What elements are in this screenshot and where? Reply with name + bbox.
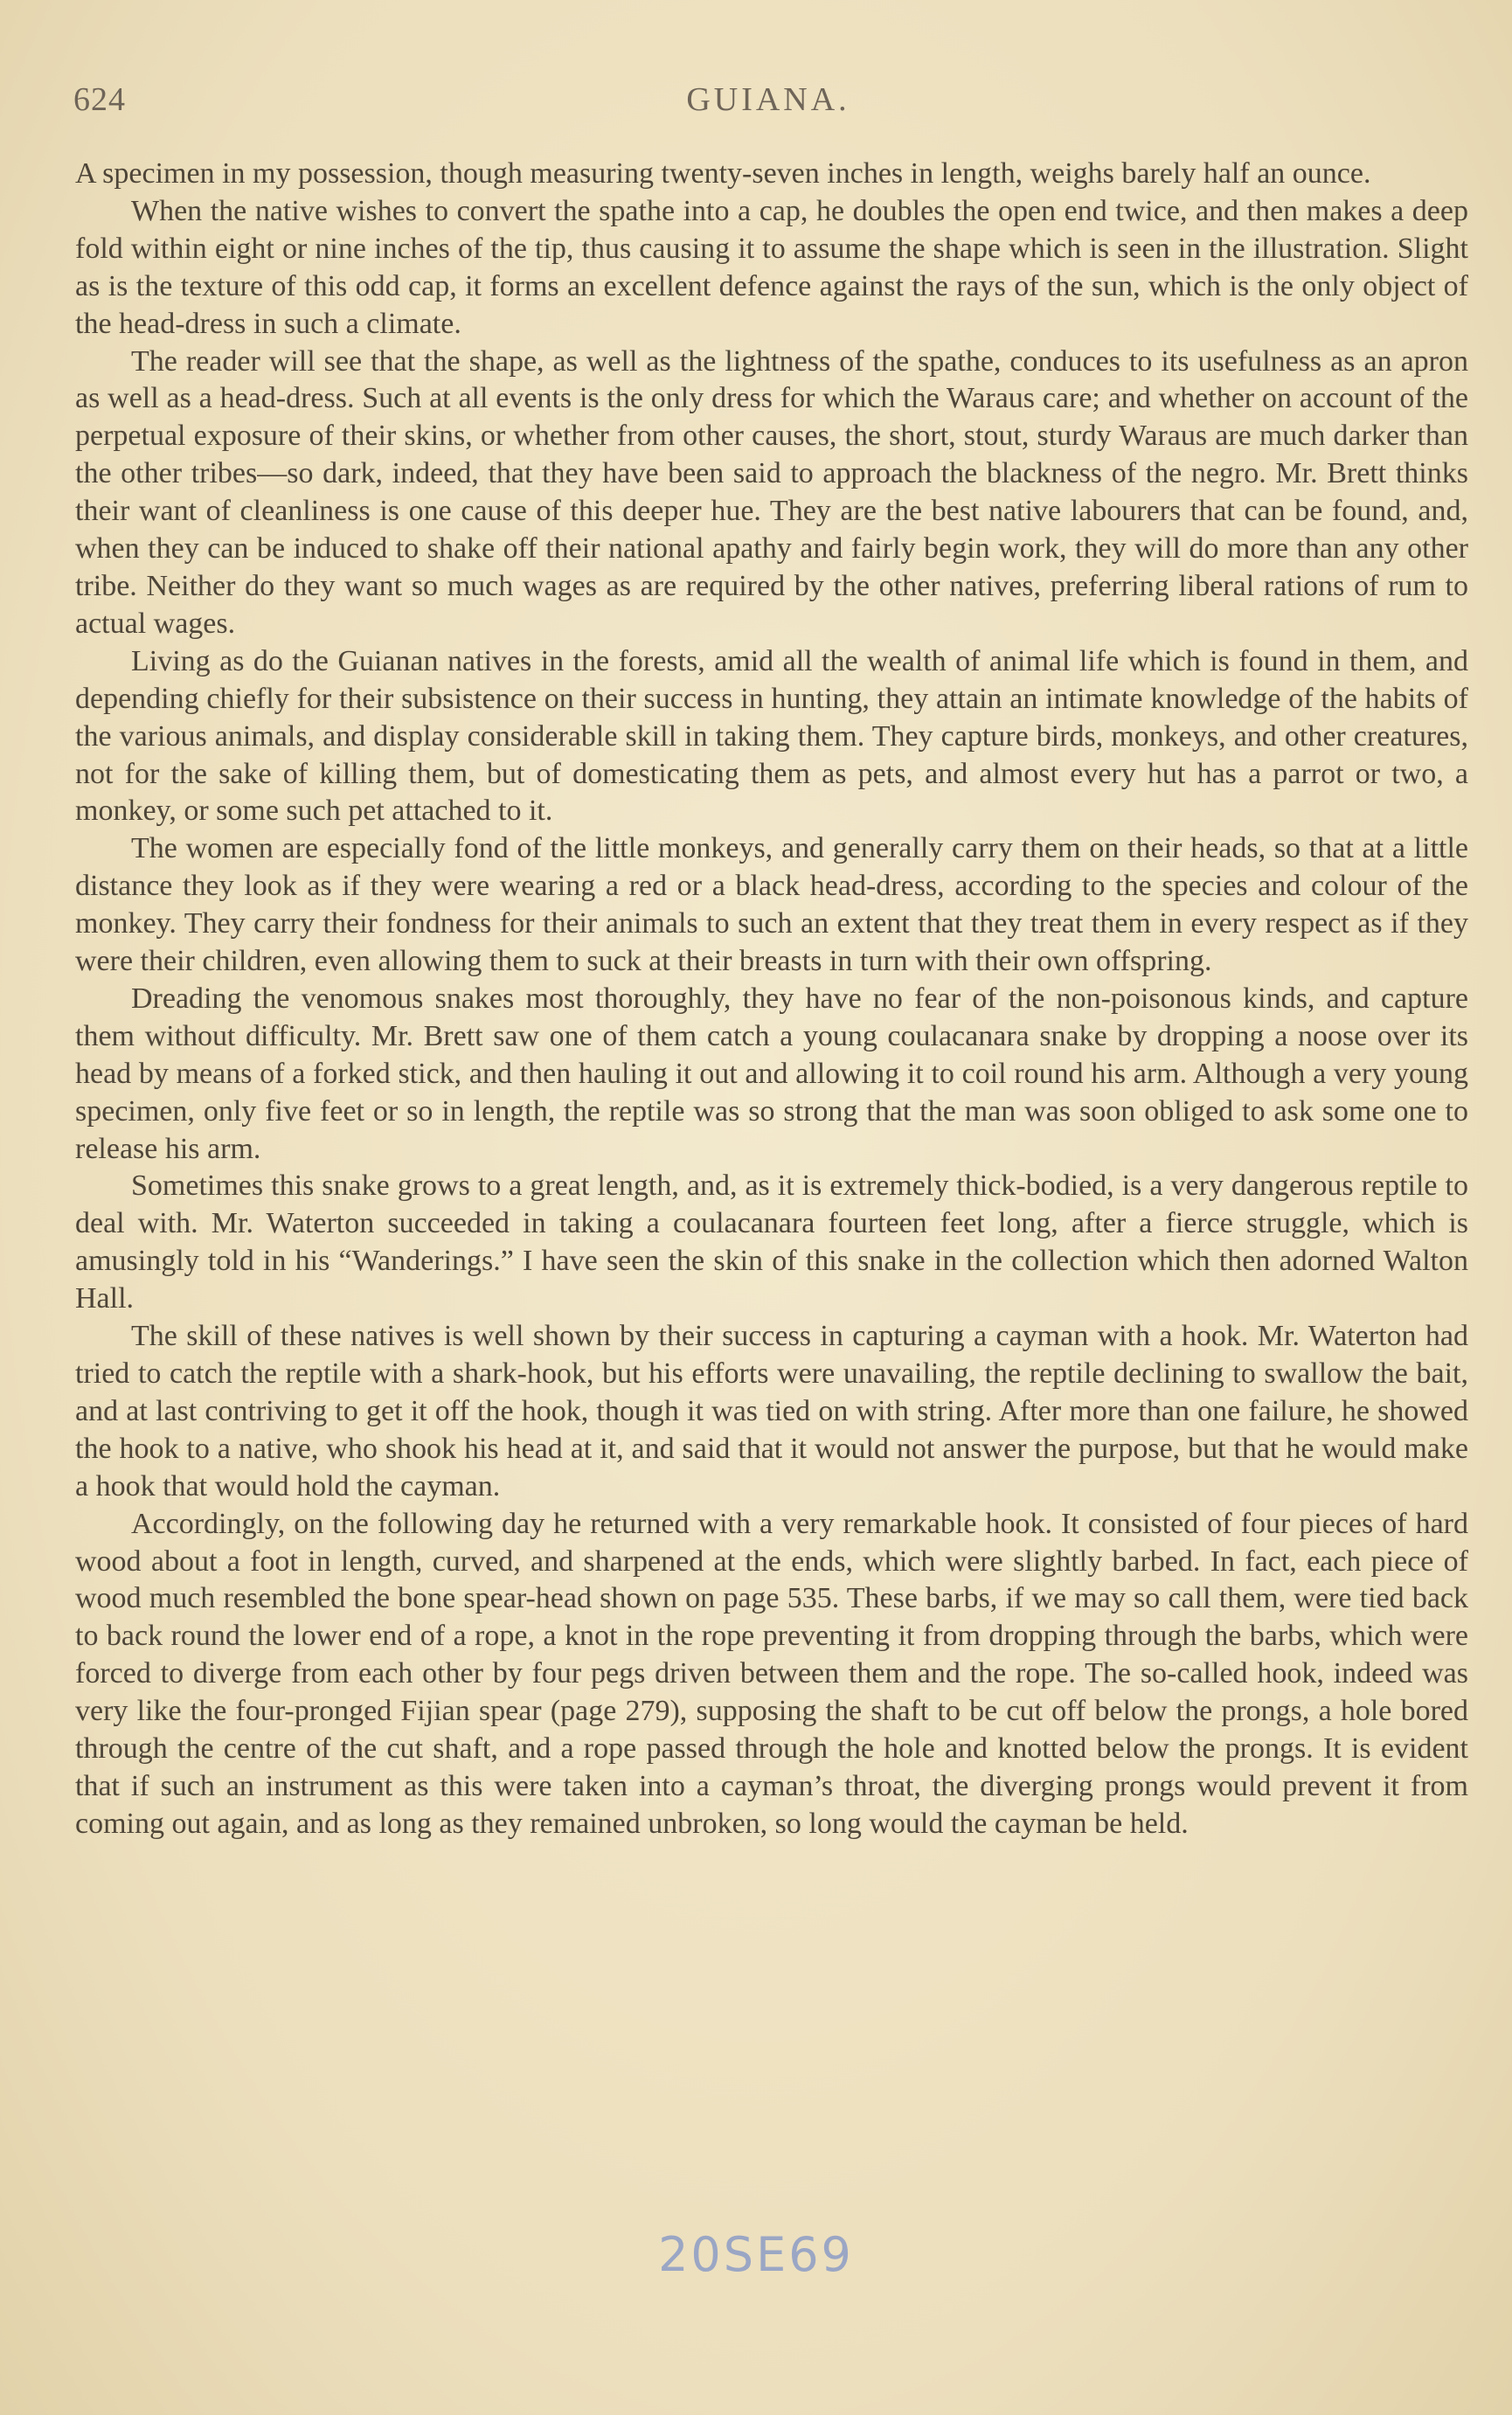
paragraph: The skill of these natives is well shown by their success in capturing a cayman with a hook. Mr. Waterton had tried to catch the reptile with a shark-hook, but his efforts were unavailing, the reptile declining to swallow the bait, and at last contriving to get it off the hook, though it was tied on with string. After more than one failure, he showed the hook to a native, who shook his head at it, and said that it would not answer the purpose, but that he would make a hook that would hold the cayman. bbox=[75, 1320, 1468, 1502]
library-date-stamp: 20SE69 bbox=[658, 2227, 854, 2282]
paragraph: Living as do the Guianan natives in the forests, amid all the wealth of animal life which is found in them, and depending chiefly for their subsistence on their success in hunting, they attain an intimate knowledge of the habits of the various animals, and display considerable skill in taking them. They capture birds, monkeys, and other creatures, not for the sake of killing them, but of domesticating them as pets, and almost every hut has a parrot or two, a monkey, or some such pet attached to it. bbox=[75, 644, 1468, 828]
paragraph: Sometimes this snake grows to a great length, and, as it is extremely thick-bodied, is a very dangerous reptile to deal with. Mr. Waterton succeeded in taking a coulacanara fourteen feet long, after a fierce struggle, which is amusingly told in his “Wanderings.” I have seen the skin of this snake in the collection which then adorned Walton Hall. bbox=[75, 1169, 1468, 1315]
running-title: GUIANA. bbox=[686, 81, 850, 118]
paragraph: The reader will see that the shape, as well as the lightness of the spathe, conduces to its usefulness as an apron as well as a head-dress. Such at all events is the only dress for which the Waraus care; and whether on account of the perpetual exposure of their skins, or whether from other causes, the short, stout, sturdy Waraus are much darker than the other tribes—so dark, indeed, that they have been said to approach the blackness of the negro. Mr. Brett thinks their want of cleanliness is one cause of this deeper hue. They are the best native labourers that can be found, and, when they can be induced to shake off their national apathy and fairly begin work, they will do more than any other tribe. Neither do they want so much wages as are required by the other natives, preferring liberal rations of rum to actual wages. bbox=[75, 344, 1468, 640]
page-number: 624 bbox=[73, 81, 126, 118]
paragraph: Dreading the venomous snakes most thoroughly, they have no fear of the non-poisonous kinds, and capture them without difficulty. Mr. Brett saw one of them catch a young coulacanara snake by dropping a noose over its head by means of a forked stick, and then hauling it out and allowing it to coil round his arm. Although a very young specimen, only five feet or so in length, the reptile was so strong that the man was soon obliged to ask some one to release his arm. bbox=[75, 982, 1468, 1165]
paragraph: When the native wishes to convert the spathe into a cap, he doubles the open end twice, and then makes a deep fold within eight or nine inches of the tip, thus causing it to assume the shape which is seen in the illustration. Slight as is the texture of this odd cap, it forms an excellent defence against the rays of the sun, which is the only object of the head-dress in such a climate. bbox=[75, 194, 1468, 340]
paragraph: Accordingly, on the following day he returned with a very remarkable hook. It consisted of four pieces of hard wood about a foot in length, curved, and sharpened at the ends, which were slightly barbed. In fact, each piece of wood much resembled the bone spear-head shown on page 535. These barbs, if we may so call them, were tied back to back round the lower end of a rope, a knot in the rope preventing it from dropping through the barbs, which were forced to diverge from each other by four pegs driven between them and the rope. The so-called hook, indeed was very like the four-pronged Fijian spear (page 279), supposing the shaft to be cut off below the prongs, a hole bored through the centre of the cut shaft, and a rope passed through the hole and knotted below the prongs. It is evident that if such an instrument as this were taken into a cayman’s throat, the diverging prongs would prevent it from coming out again, and as long as they remained unbroken, so long would the cayman be held. bbox=[75, 1507, 1468, 1840]
body-text bbox=[75, 156, 1468, 1843]
page-header bbox=[73, 80, 1463, 133]
paragraph: The women are especially fond of the little monkeys, and generally carry them on their heads, so that at a little distance they look as if they were wearing a red or a black head-dress, according to the species and colour of the monkey. They carry their fondness for their animals to such an extent that they treat them in every respect as if they were their children, even allowing them to suck at their breasts in turn with their own offspring. bbox=[75, 832, 1468, 978]
paragraph: A specimen in my possession, though measuring twenty-seven inches in length, weighs barely half an ounce. bbox=[75, 157, 1371, 190]
